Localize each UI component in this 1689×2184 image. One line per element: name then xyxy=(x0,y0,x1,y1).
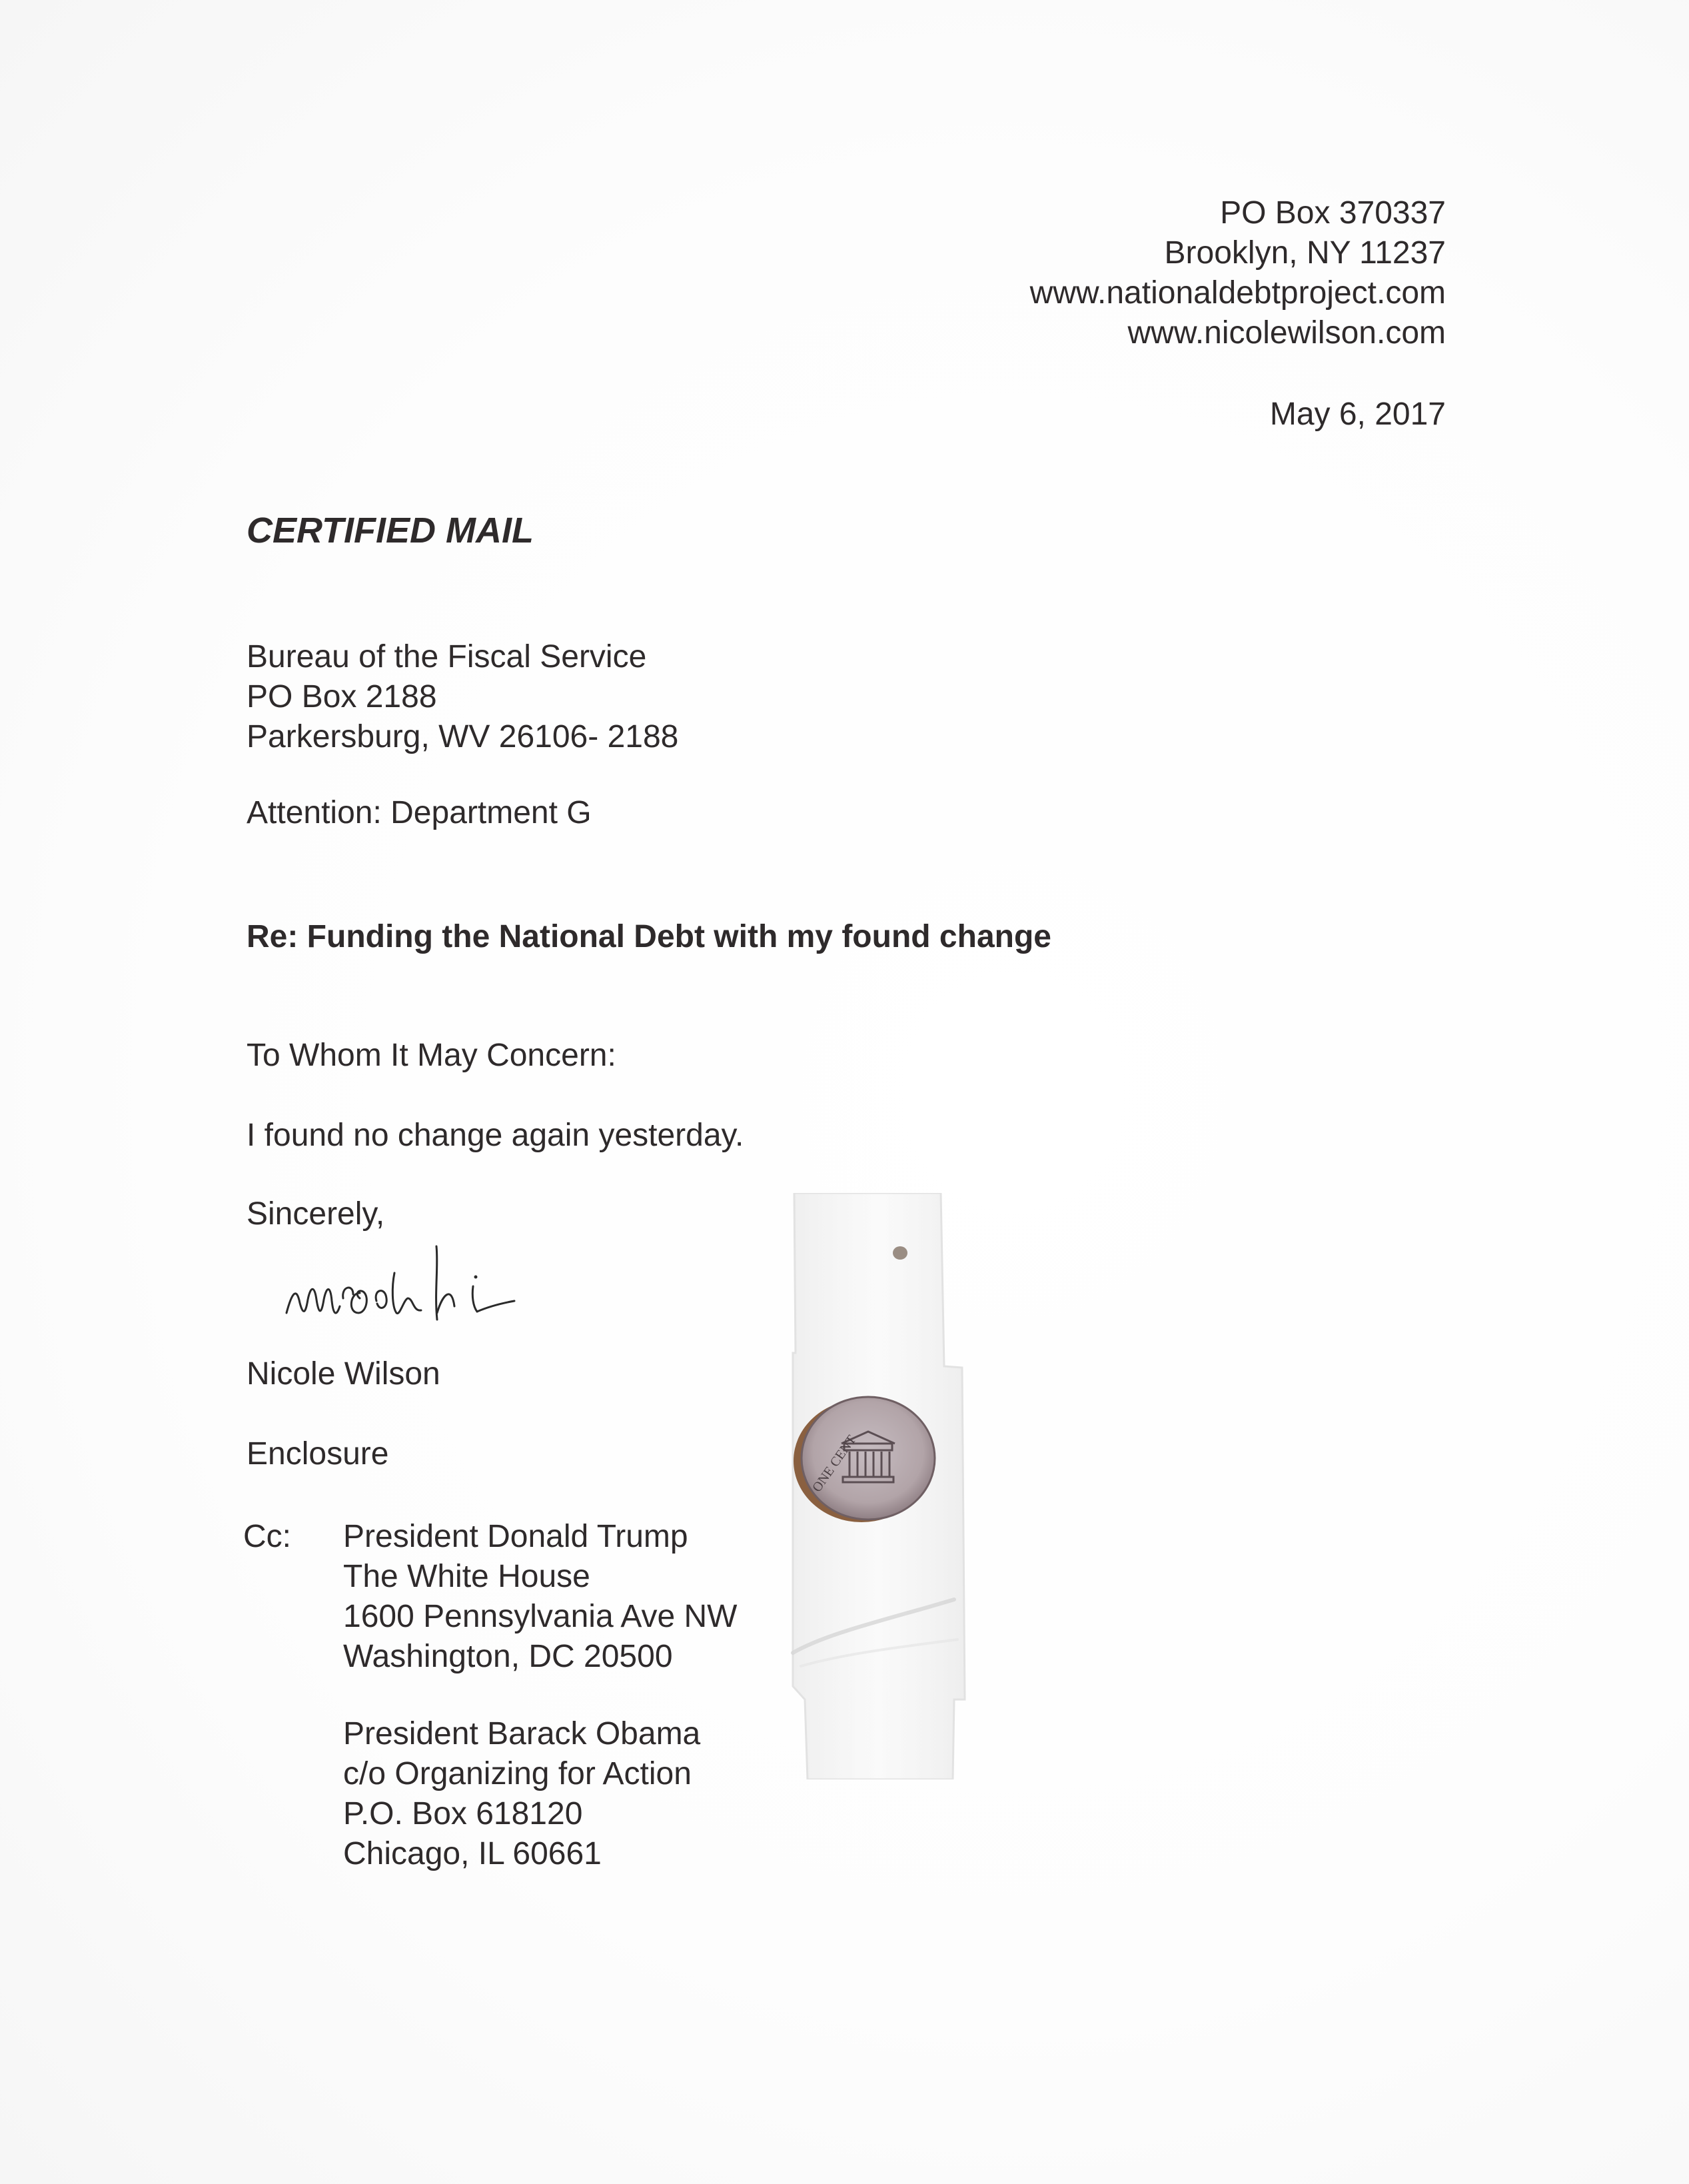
recipient-line: PO Box 2188 xyxy=(247,679,437,714)
coin-text: ONE CENT xyxy=(810,1432,859,1495)
sender-line: www.nationaldebtproject.com xyxy=(1029,275,1446,311)
mail-type-heading: CERTIFIED MAIL xyxy=(247,511,534,550)
cc-line: President Barack Obama xyxy=(343,1716,701,1751)
signer-name: Nicole Wilson xyxy=(247,1356,440,1392)
sender-line: PO Box 370337 xyxy=(1220,195,1446,231)
cc-recipient xyxy=(343,1714,700,1874)
penny-coin xyxy=(790,1393,943,1526)
cc-line: 1600 Pennsylvania Ave NW xyxy=(343,1599,738,1634)
enclosure-note: Enclosure xyxy=(247,1436,389,1472)
recipient-address xyxy=(247,637,678,757)
handwritten-signature xyxy=(280,1220,666,1346)
attention-line: Attention: Department G xyxy=(247,795,592,830)
cc-line: P.O. Box 618120 xyxy=(343,1796,583,1831)
closing: Sincerely, xyxy=(247,1196,385,1232)
recipient-line: Parkersburg, WV 26106- 2188 xyxy=(247,719,679,754)
cc-label: Cc: xyxy=(243,1519,291,1554)
cc-line: Chicago, IL 60661 xyxy=(343,1836,602,1871)
recipient-line: Bureau of the Fiscal Service xyxy=(247,639,647,674)
sender-line: Brooklyn, NY 11237 xyxy=(1164,235,1446,271)
sender-line: www.nicolewilson.com xyxy=(1127,315,1446,351)
salutation: To Whom It May Concern: xyxy=(247,1038,616,1073)
cc-line: c/o Organizing for Action xyxy=(343,1756,692,1791)
paper-speck xyxy=(893,1246,907,1260)
cc-line: The White House xyxy=(343,1559,590,1594)
subject-line: Re: Funding the National Debt with my found change xyxy=(247,919,1051,954)
cc-line: President Donald Trump xyxy=(343,1519,688,1554)
sender-address xyxy=(1030,193,1446,353)
letter-date: May 6, 2017 xyxy=(1269,397,1446,432)
cc-recipient xyxy=(343,1517,737,1677)
body-paragraph: I found no change again yesterday. xyxy=(247,1118,744,1153)
cc-line: Washington, DC 20500 xyxy=(343,1639,673,1674)
